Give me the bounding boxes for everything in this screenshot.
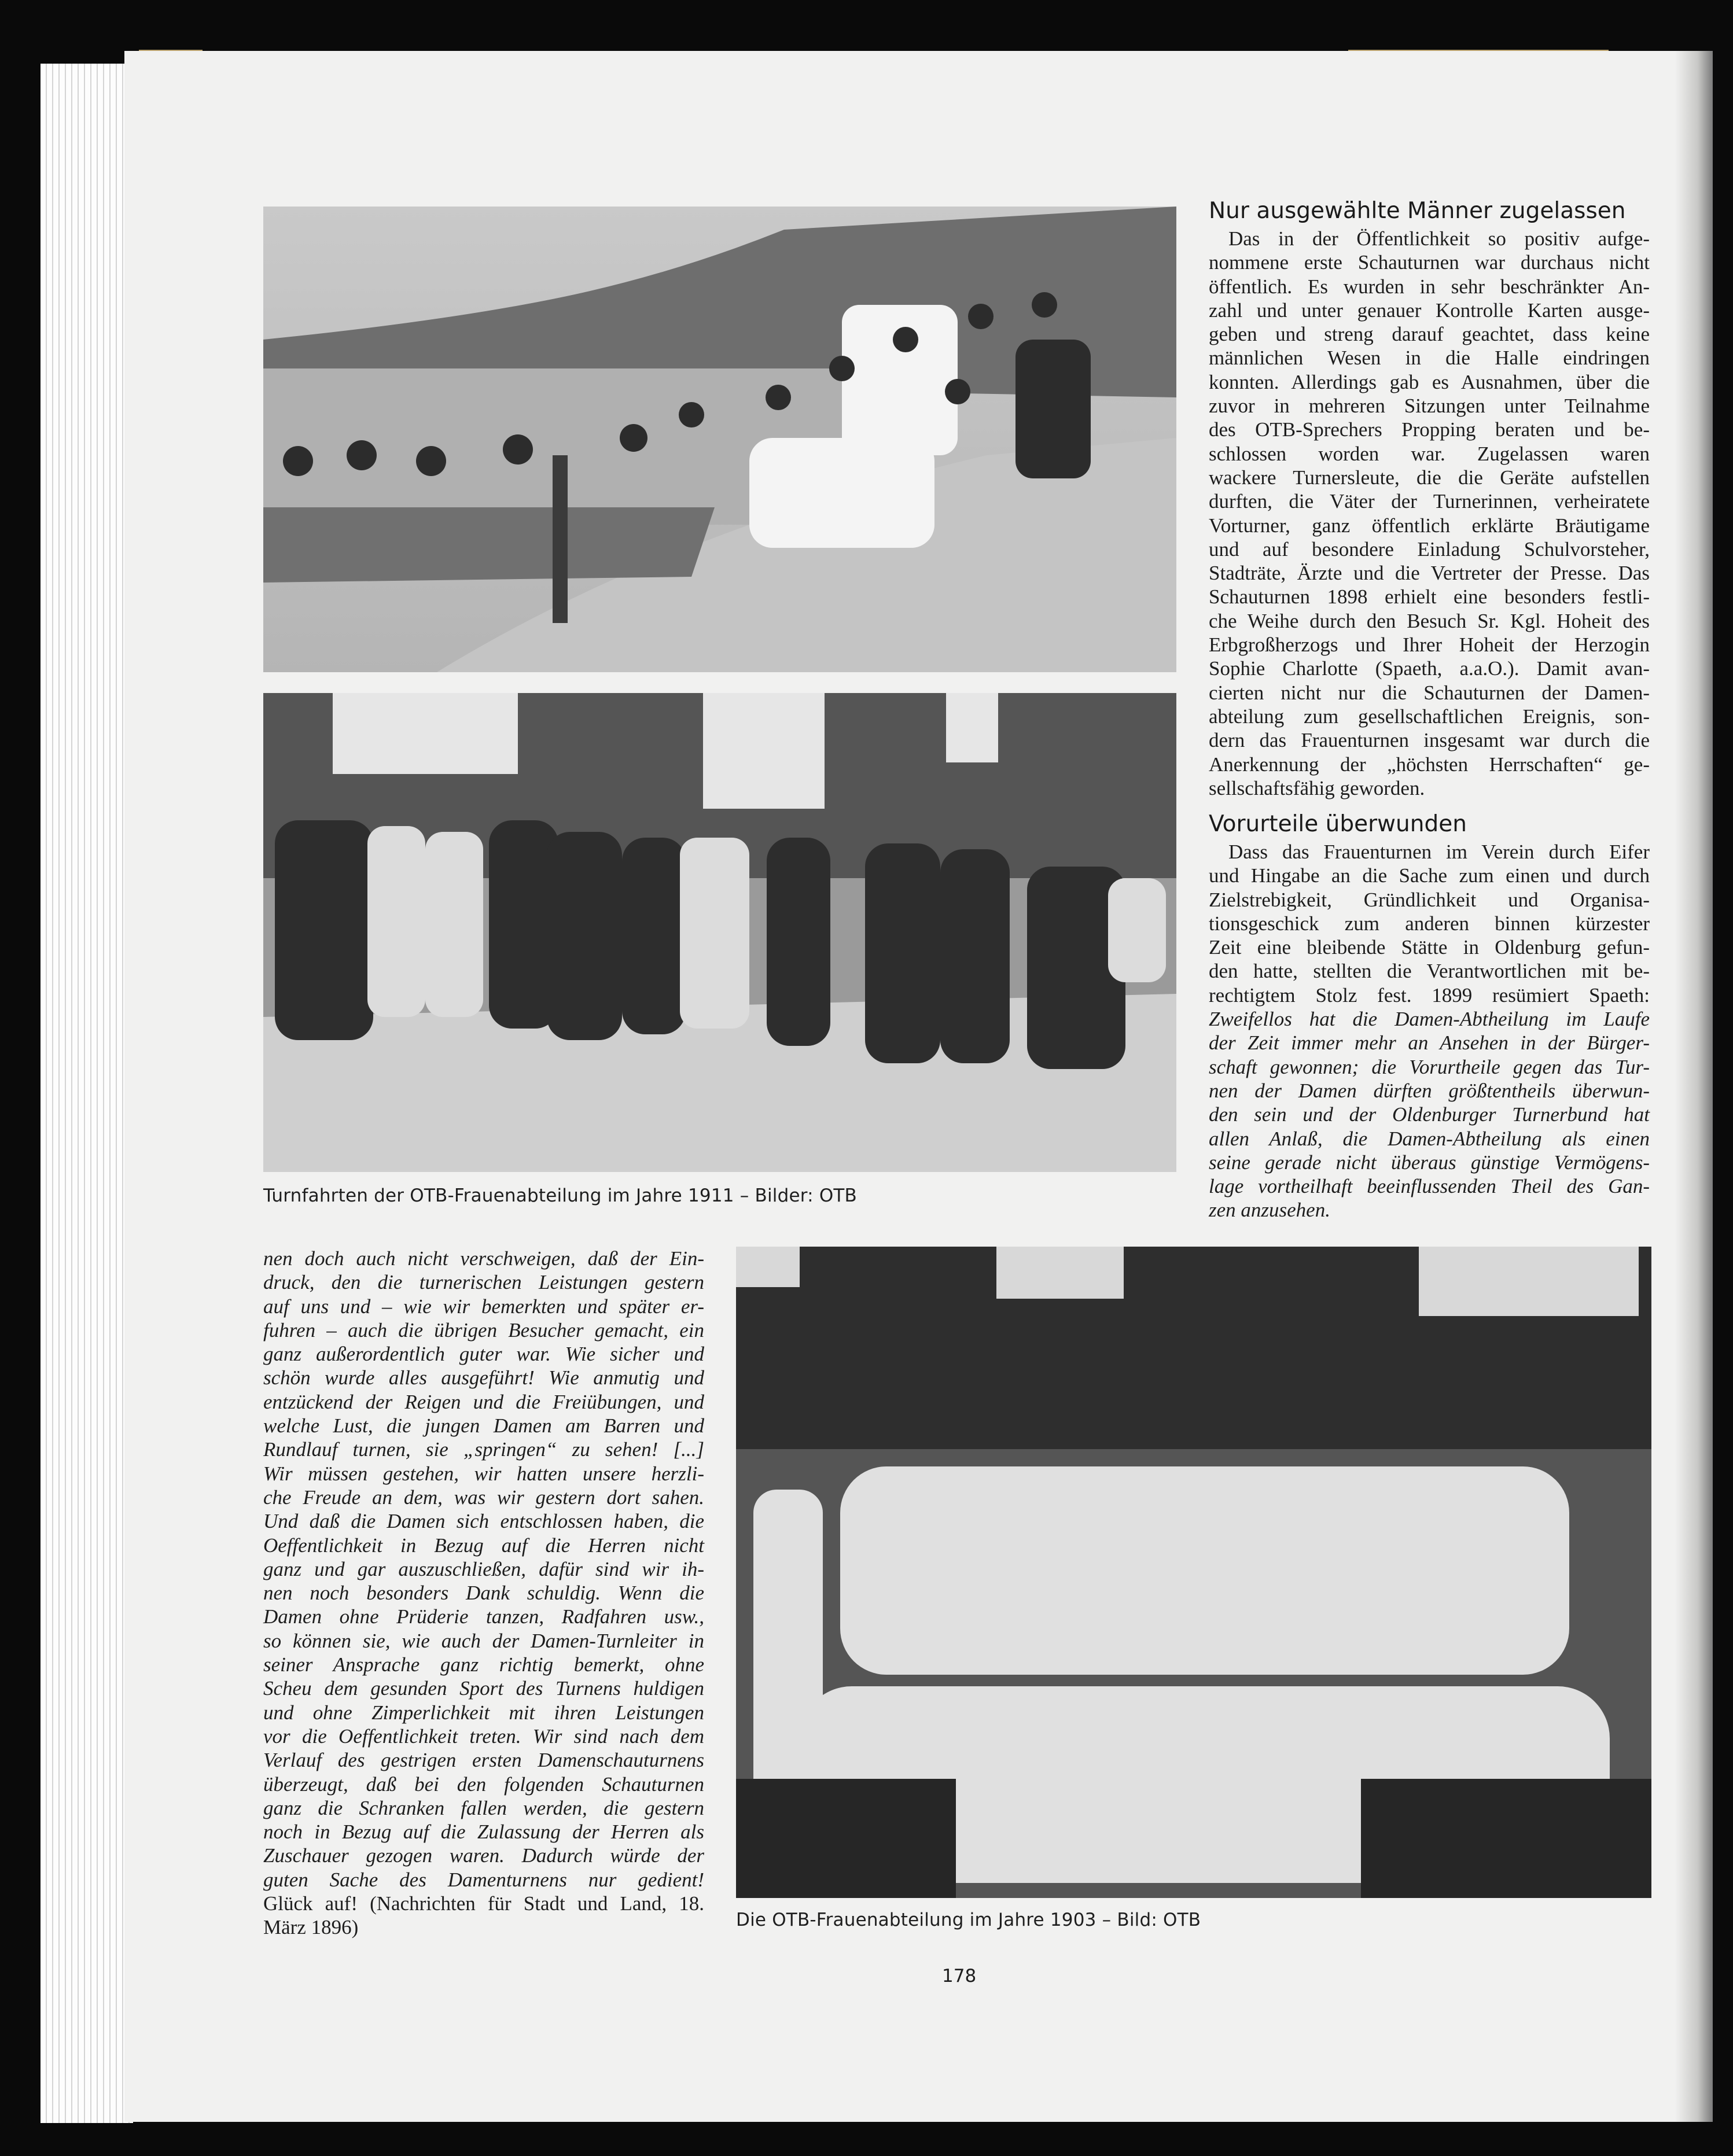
quote-line: noch in Bezug auf die Zulassung der Herren als — [263, 1820, 704, 1844]
section1-line: geben und streng darauf geachtet, dass keine — [1209, 323, 1650, 346]
section1-line: zuvor in mehreren Sitzungen unter Teilnahme — [1209, 395, 1650, 418]
page-number: 178 — [942, 1966, 977, 1987]
section2-line: lage vortheilhaft beeinflussenden Theil des Gan- — [1209, 1175, 1650, 1198]
section2-line: zen anzusehen. — [1209, 1199, 1330, 1222]
section1-line: abteilung zum gesellschaftlichen Ereignis, son- — [1209, 705, 1650, 728]
section1-line: Erbgroßherzogs und Ihrer Hoheit der Herzogin — [1209, 633, 1650, 657]
quote-line: fuhren – auch die übrigen Besucher gemacht, ein — [263, 1318, 704, 1341]
quote-line: ganz außerordentlich guter war. Wie sicher und — [263, 1343, 704, 1366]
section1-line: Das in der Öffentlichkeit so positiv aufge- — [1228, 227, 1650, 250]
quote-line: auf uns und – wie wir bemerkten und später er- — [263, 1295, 704, 1318]
section1-line: des OTB-Sprechers Propping beraten und be- — [1209, 418, 1650, 441]
section2-line: allen Anlaß, die Damen-Abtheilung als einen — [1209, 1127, 1650, 1150]
quote-line: überzeugt, daß bei den folgenden Schauturnen — [263, 1772, 704, 1796]
quote-line: Rundlauf turnen, sie „springen“ zu sehen! [...] — [263, 1438, 704, 1461]
section1-line: sellschaftsfähig geworden. — [1209, 776, 1425, 799]
quote-line: so können sie, wie auch der Damen-Turnleiter in — [263, 1629, 704, 1652]
section1-line: dern das Frauenturnen insgesamt war durch die — [1209, 729, 1650, 752]
section1-line: Sophie Charlotte (Spaeth, a.a.O.). Damit avan- — [1209, 657, 1650, 680]
section2-line: den sein und der Oldenburger Turnerbund hat — [1209, 1103, 1650, 1126]
section1-line: konnten. Allerdings gab es Ausnahmen, über die — [1209, 370, 1650, 393]
quote-line: entzückend der Reigen und die Freiübungen, und — [263, 1390, 704, 1413]
section2-line: tionsgeschick zum anderen binnen kürzester — [1209, 912, 1650, 935]
section2-line: Zeit eine bleibende Stätte in Oldenburg gefun- — [1209, 936, 1650, 959]
quote-line: nen noch besonders Dank schuldig. Wenn die — [263, 1582, 704, 1605]
quote-line: Damen ohne Prüderie tanzen, Radfahren usw., — [263, 1605, 704, 1628]
quote-line: schön wurde alles ausgeführt! Wie anmutig und — [263, 1366, 704, 1390]
quote-line: welche Lust, die jungen Damen am Barren und — [263, 1414, 704, 1438]
section2-line: Dass das Frauenturnen im Verein durch Eifer — [1228, 841, 1650, 863]
section1-line: wackere Turnersleute, die die Geräte aufstellen — [1209, 466, 1650, 489]
quote-line: und ohne Zimperlichkeit mit ihren Leistungen — [263, 1701, 704, 1724]
quote-line: Oeffentlichkeit in Bezug auf die Herren nicht — [263, 1534, 704, 1557]
section1-line: und auf besondere Einladung Schulvorsteher, — [1209, 537, 1650, 561]
quote-line: ganz und gar auszuschließen, dafür sind wir ih- — [263, 1557, 704, 1580]
section2-line: Zweifellos hat die Damen-Abtheilung im Laufe — [1209, 1008, 1650, 1031]
quote-line: che Freude an dem, was wir gestern dort sahen. — [263, 1486, 704, 1509]
quote-line: nen doch auch nicht verschweigen, daß der Ein- — [263, 1247, 704, 1270]
section1-line: Stadträte, Ärzte und die Vertreter der Presse. Das — [1209, 562, 1650, 585]
section2-line: seine gerade nicht überaus günstige Vermögens- — [1209, 1151, 1650, 1174]
section2-line: und Hingabe an die Sache zum einen und durch — [1209, 864, 1650, 887]
section1-line: cierten nicht nur die Schauturnen der Damen- — [1209, 681, 1650, 704]
section1-text — [1209, 227, 1650, 800]
page-edges — [41, 64, 133, 2123]
section1-line: männlichen Wesen in die Halle eindringen — [1209, 347, 1650, 370]
section-heading-1: Nur ausgewählte Männer zugelassen — [1209, 198, 1626, 224]
section1-line: nommene erste Schauturnen war durchaus nicht — [1209, 251, 1650, 274]
quote-line: vor die Oeffentlichkeit treten. Wir sind nach dem — [263, 1724, 704, 1748]
section1-line: Vorturner, ganz öffentlich erklärte Bräutigame — [1209, 514, 1650, 537]
quote-line: Scheu dem gesunden Sport des Turnens huldigen — [263, 1677, 704, 1700]
caption-1903: Die OTB-Frauenabteilung im Jahre 1903 – Bild: OTB — [736, 1910, 1201, 1930]
quote-line: Wir müssen gestehen, wir hatten unsere herzli- — [263, 1462, 704, 1485]
section1-line: schlossen worden war. Zugelassen waren — [1209, 442, 1650, 465]
section2-line: rechtigtem Stolz fest. 1899 resümiert Spaeth: — [1209, 983, 1650, 1007]
section2-text — [1209, 840, 1650, 1222]
photo-boat-lake — [263, 207, 1176, 672]
section2-line: Zielstrebigkeit, Gründlichkeit und Organisa- — [1209, 888, 1650, 911]
quote-line: Zuschauer gezogen waren. Dadurch würde der — [263, 1844, 704, 1867]
section1-line: zahl und unter genauer Kontrolle Karten ausge- — [1209, 298, 1650, 322]
quote-text — [263, 1247, 704, 1940]
quote-line: guten Sache des Damenturnens nur gedient! — [263, 1868, 704, 1891]
photo-forest-road — [263, 693, 1176, 1172]
section2-line: den hatte, stellten die Verantwortlichen mit be- — [1209, 960, 1650, 983]
quote-line: seiner Ansprache ganz richtig bemerkt, ohne — [263, 1653, 704, 1676]
quote-line: druck, den die turnerischen Leistungen gestern — [263, 1271, 704, 1294]
spine-shadow — [1675, 51, 1713, 2122]
section2-line: schaft gewonnen; die Vorurtheile gegen das Tur- — [1209, 1055, 1650, 1078]
section1-line: Anerkennung der „höchsten Herrschaften“ ge- — [1209, 753, 1650, 776]
section1-line: durften, die Väter der Turnerinnen, verheiratete — [1209, 490, 1650, 513]
quote-line: ganz die Schranken fallen werden, die gestern — [263, 1796, 704, 1819]
quote-line: Verlauf des gestrigen ersten Damenschauturnens — [263, 1749, 704, 1772]
caption-1911: Turnfahrten der OTB-Frauenabteilung im Jahre 1911 – Bilder: OTB — [263, 1185, 858, 1206]
section1-line: Schauturnen 1898 erhielt eine besonders festli- — [1209, 585, 1650, 609]
section1-line: öffentlich. Es wurden in sehr beschränkter An- — [1209, 275, 1650, 298]
quote-line: Und daß die Damen sich entschlossen haben, die — [263, 1510, 704, 1533]
quote-line: März 1896) — [263, 1916, 359, 1939]
section-heading-2: Vorurteile überwunden — [1209, 811, 1467, 837]
photo-group-1903 — [736, 1247, 1651, 1898]
section2-line: nen der Damen dürften größtentheils überwun- — [1209, 1079, 1650, 1102]
section1-line: che Weihe durch den Besuch Sr. Kgl. Hoheit des — [1209, 609, 1650, 632]
quote-line: Glück auf! (Nachrichten für Stadt und Land, 18. — [263, 1892, 704, 1915]
section2-line: der Zeit immer mehr an Ansehen in der Bürger- — [1209, 1031, 1650, 1055]
